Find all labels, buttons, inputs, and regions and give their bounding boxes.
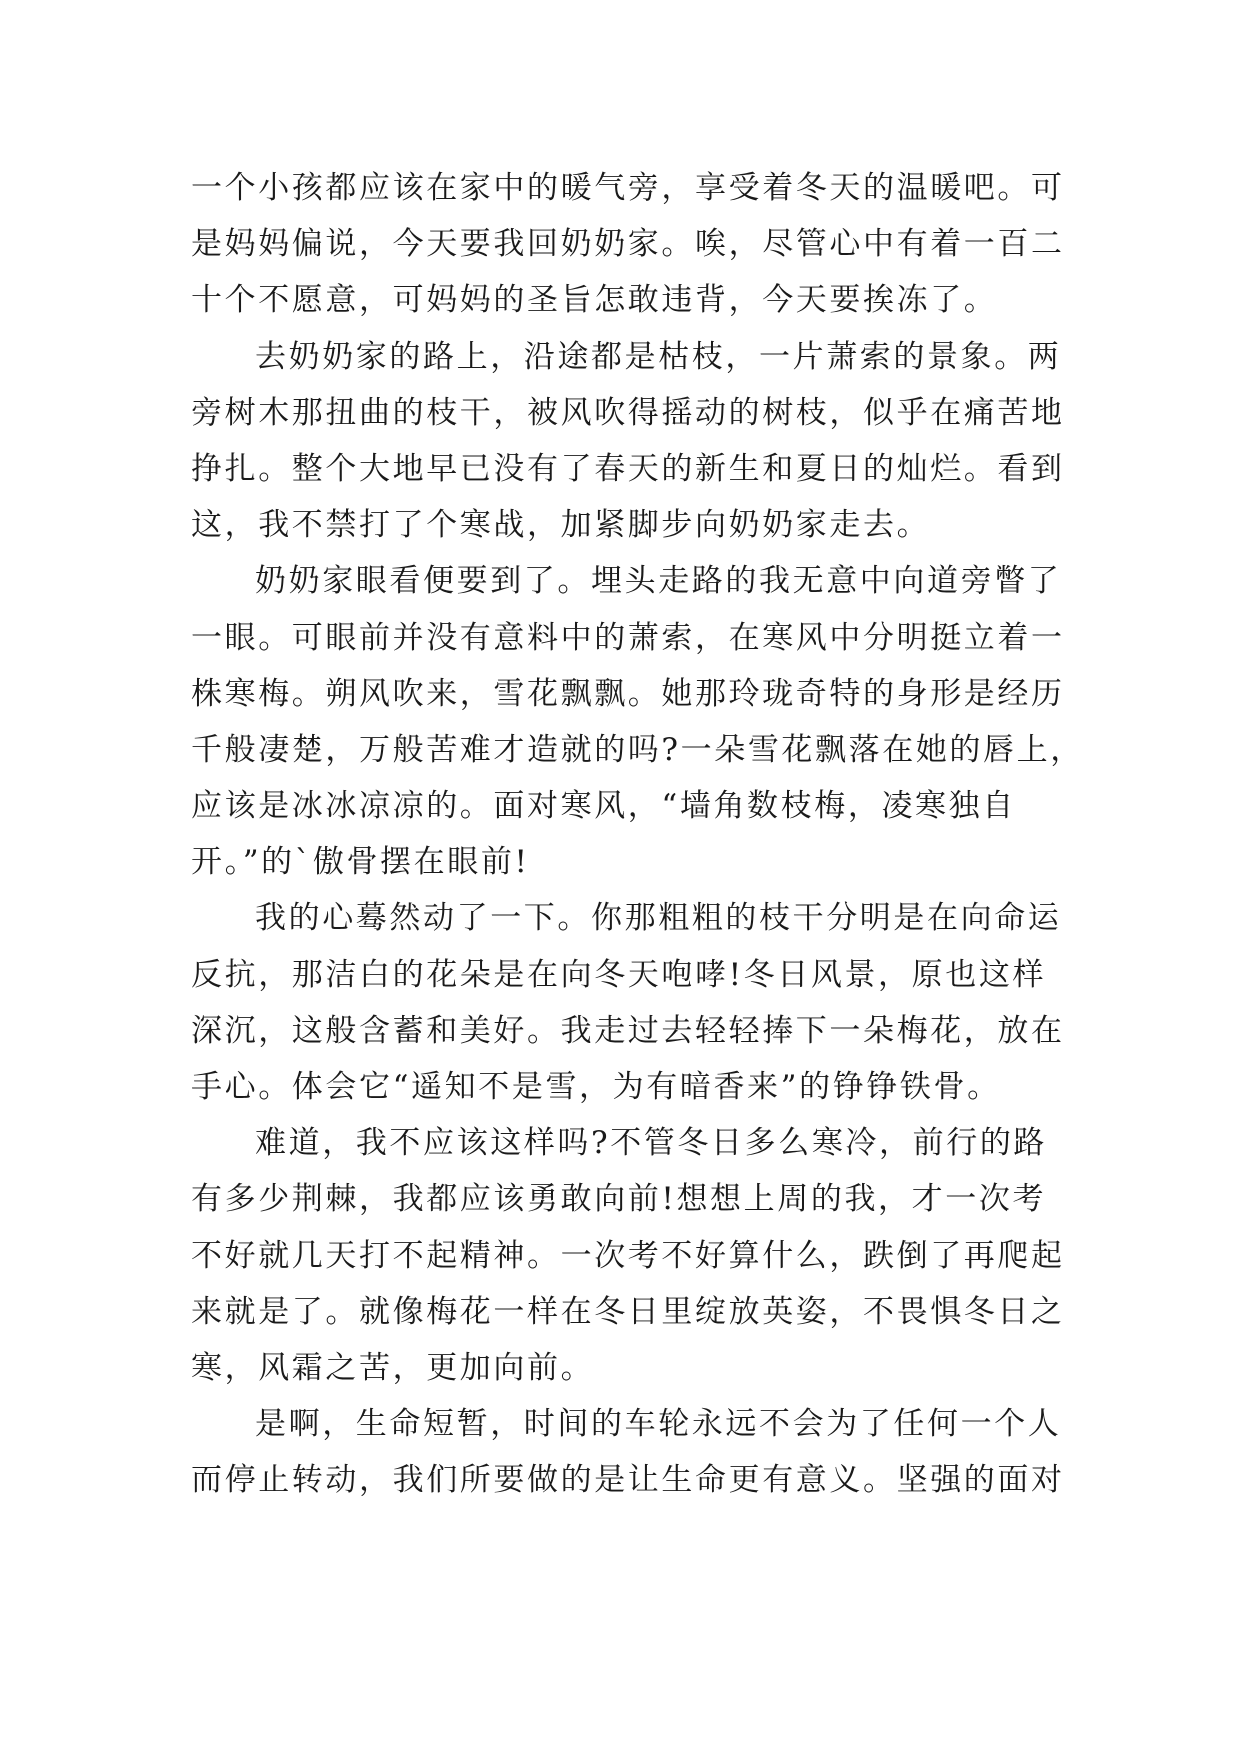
paragraph-first-line: 是啊，生命短暂，时间的车轮永远不会为了任何一个人 <box>255 1406 1062 1443</box>
paragraph-first-line: 难道，我不应该这样吗?不管冬日多么寒冷，前行的路 <box>255 1125 1048 1162</box>
text-line: 这，我不禁打了个寒战，加紧脚步向奶奶家走去。 <box>191 507 931 544</box>
text-line: 十个不愿意，可妈妈的圣旨怎敢违背，今天要挨冻了。 <box>191 282 998 319</box>
text-line: 一个小孩都应该在家中的暖气旁，享受着冬天的温暖吧。可 <box>191 170 1065 206</box>
text-line: 开。”的`傲骨摆在眼前! <box>191 844 530 881</box>
text-line: 旁树木那扭曲的枝干，被风吹得摇动的树枝，似乎在痛苦地 <box>191 394 1065 431</box>
essay-body <box>191 160 1084 1509</box>
paragraph-first-line: 奶奶家眼看便要到了。埋头走路的我无意中向道旁瞥了 <box>255 563 1062 600</box>
text-line: 反抗，那洁白的花朵是在向冬天咆哮!冬日风景，原也这样 <box>191 956 1047 993</box>
text-line: 株寒梅。朔风吹来，雪花飘飘。她那玲珑奇特的身形是经历 <box>191 675 1065 712</box>
text-line: 寒，风霜之苦，更加向前。 <box>191 1349 595 1386</box>
text-line: 是妈妈偏说，今天要我回奶奶家。唉，尽管心中有着一百二 <box>191 226 1065 263</box>
paragraph-first-line: 去奶奶家的路上，沿途都是枯枝，一片萧索的景象。两 <box>255 338 1062 375</box>
text-line: 手心。体会它“遥知不是雪，为有暗香来”的铮铮铁骨。 <box>191 1069 1001 1105</box>
text-line: 深沉，这般含蓄和美好。我走过去轻轻捧下一朵梅花，放在 <box>191 1012 1065 1049</box>
text-line: 挣扎。整个大地早已没有了春天的新生和夏日的灿烂。看到 <box>191 450 1065 487</box>
text-line: 来就是了。就像梅花一样在冬日里绽放英姿，不畏惧冬日之 <box>191 1293 1065 1330</box>
text-line: 一眼。可眼前并没有意料中的萧索，在寒风中分明挺立着一 <box>191 619 1065 656</box>
paragraph-first-line: 我的心蓦然动了一下。你那粗粗的枝干分明是在向命运 <box>255 900 1062 937</box>
text-line: 千般凄楚，万般苦难才造就的吗?一朵雪花飘落在她的唇上， <box>191 731 1084 768</box>
text-line: 有多少荆棘，我都应该勇敢向前!想想上周的我，才一次考 <box>191 1181 1047 1218</box>
text-line: 而停止转动，我们所要做的是让生命更有意义。坚强的面对 <box>191 1462 1065 1499</box>
text-line: 不好就几天打不起精神。一次考不好算什么，跌倒了再爬起 <box>191 1237 1065 1274</box>
text-line: 应该是冰冰凉凉的。面对寒风，“墙角数枝梅，凌寒独自 <box>191 788 1016 825</box>
